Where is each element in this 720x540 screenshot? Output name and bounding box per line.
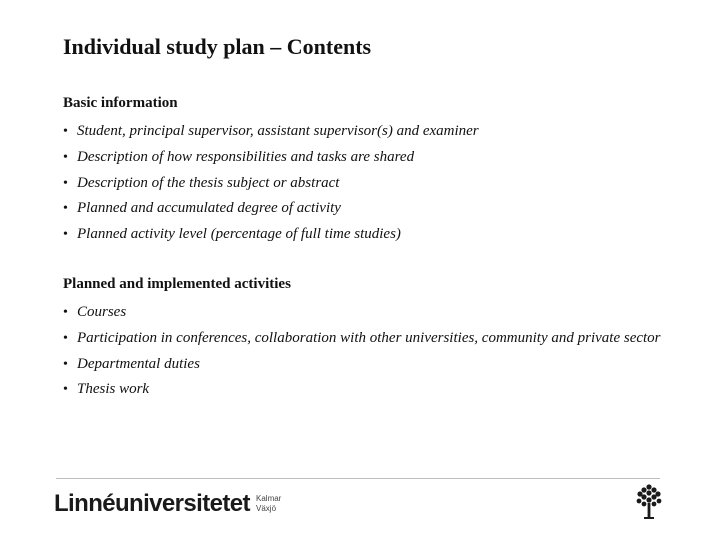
footer-divider — [56, 478, 660, 479]
bullet-icon: • — [63, 330, 68, 346]
list-item: • Courses — [63, 302, 663, 323]
university-logo-text: Linnéuniversitetet — [54, 490, 250, 517]
list-item: • Student, principal supervisor, assistant supervisor(s) and examiner — [63, 121, 663, 142]
city-kalmar: Kalmar — [256, 494, 282, 503]
bullet-icon: • — [63, 227, 68, 243]
bullet-icon: • — [63, 175, 68, 191]
section-heading-planned-activities: Planned and implemented activities — [63, 276, 291, 292]
list-item: • Planned and accumulated degree of activity — [63, 198, 663, 219]
list-item: • Departmental duties — [63, 354, 663, 375]
list-item: • Thesis work — [63, 379, 663, 400]
planned-activities-list — [63, 302, 663, 405]
list-item: • Description of the thesis subject or abstract — [63, 173, 663, 194]
bullet-icon: • — [63, 149, 68, 165]
city-vaxjo: Växjö — [256, 504, 277, 513]
list-item: • Participation in conferences, collaboration with other universities, community and private sector — [63, 328, 663, 349]
bullet-icon: • — [63, 382, 68, 398]
list-item: • Planned activity level (percentage of full time studies) — [63, 224, 663, 245]
bullet-icon: • — [63, 305, 68, 320]
basic-information-list — [63, 121, 663, 250]
tree-icon — [636, 484, 662, 520]
bullet-icon: • — [63, 201, 68, 217]
bullet-icon: • — [63, 124, 68, 139]
logo-cities — [256, 494, 281, 514]
bullet-icon: • — [63, 356, 68, 372]
slide-title: Individual study plan – Contents — [63, 34, 372, 59]
section-heading-basic-information: Basic information — [63, 95, 178, 111]
list-item: • Description of how responsibilities and tasks are shared — [63, 147, 663, 168]
